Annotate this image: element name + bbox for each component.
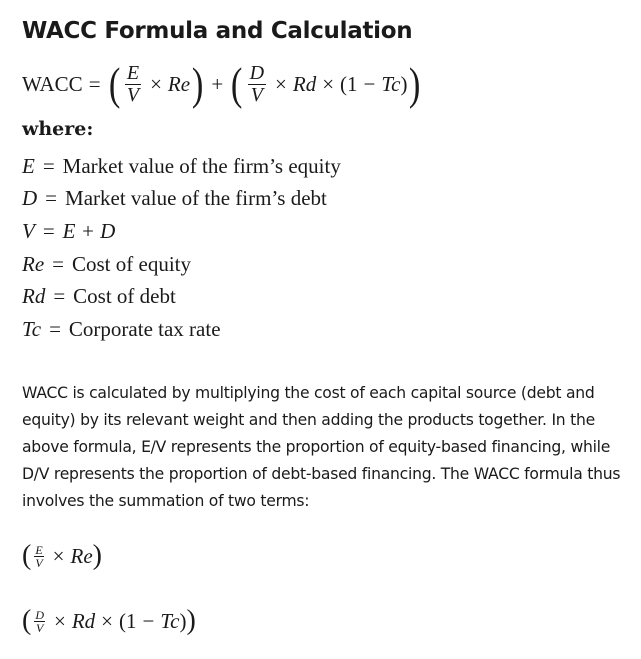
- cost-of-debt-symbol: Rd: [71, 608, 96, 633]
- definition-text: Market value of the firm’s debt: [65, 186, 327, 211]
- right-paren: ): [191, 58, 204, 109]
- fraction-numerator: D: [249, 61, 265, 84]
- formula-equals: =: [88, 71, 101, 96]
- definition-symbol: Re: [22, 251, 45, 276]
- equity-weight-fraction: [34, 544, 43, 569]
- times-operator: ×: [54, 608, 66, 633]
- fraction-denominator: V: [126, 83, 140, 106]
- fraction-denominator: V: [35, 620, 44, 635]
- debt-weight-fraction: [34, 609, 45, 634]
- explanation-paragraph: WACC is calculated by multiplying the cost of each capital source (debt and equity) by its relevant weight and then adding the products together. In the above formula, E/V represents the proportion of equity-based financing, while D/V represents the proportion of debt-based financing. The WACC formula thus involves the summation of two terms:: [22, 384, 621, 510]
- tax-rate-symbol: Tc: [160, 608, 180, 633]
- cost-of-equity-symbol: Re: [70, 543, 93, 568]
- fraction-denominator: V: [35, 555, 43, 570]
- times-operator: ×: [150, 71, 162, 96]
- tax-rate-symbol: Tc: [381, 71, 401, 96]
- cost-of-debt-symbol: Rd: [292, 71, 317, 96]
- debt-term: ( $\frac{D}{V}$ × Rd × ( 1 − Tc ) ): [22, 605, 196, 636]
- right-paren: ): [409, 58, 421, 109]
- fraction-denominator: V: [250, 83, 263, 106]
- definition-equals: =: [42, 153, 55, 178]
- definition-row: [22, 280, 341, 313]
- minus-operator: −: [142, 608, 155, 633]
- equity-term: ( $\frac{E}{V}$ × Re ): [22, 540, 102, 571]
- where-label: where:: [22, 118, 94, 140]
- definition-symbol: Tc: [22, 316, 42, 341]
- left-paren: (: [231, 58, 243, 109]
- cost-of-equity-symbol: Re: [167, 71, 191, 96]
- minus-operator: −: [363, 71, 376, 96]
- definition-text: Corporate tax rate: [68, 316, 221, 341]
- definition-row: [22, 313, 341, 346]
- left-paren: (: [108, 58, 120, 109]
- one-constant: 1: [347, 71, 358, 96]
- page-title: WACC Formula and Calculation: [22, 18, 413, 44]
- definition-text: E + D: [62, 218, 116, 243]
- fraction-numerator: E: [35, 542, 43, 557]
- definition-row: [22, 150, 341, 183]
- formula-lhs: WACC: [22, 71, 83, 96]
- definition-text: Market value of the firm’s equity: [62, 153, 341, 178]
- definition-text: Cost of debt: [73, 284, 176, 309]
- times-operator: ×: [275, 71, 287, 96]
- definition-text: Cost of equity: [72, 251, 191, 276]
- times-operator: ×: [322, 71, 335, 96]
- definition-equals: =: [45, 186, 58, 211]
- one-constant: 1: [126, 608, 137, 633]
- debt-weight-fraction: [248, 63, 266, 106]
- plus-operator: +: [211, 71, 224, 96]
- definition-symbol: E: [22, 153, 35, 178]
- definition-equals: =: [53, 284, 66, 309]
- definition-row: [22, 248, 341, 281]
- definition-row: [22, 215, 341, 248]
- times-operator: ×: [52, 543, 65, 568]
- definition-equals: =: [42, 218, 55, 243]
- definition-equals: =: [52, 251, 64, 276]
- definition-symbol: V: [22, 218, 35, 243]
- times-operator: ×: [101, 608, 114, 633]
- definition-equals: =: [49, 316, 61, 341]
- fraction-numerator: E: [126, 61, 140, 84]
- definitions-list: [22, 150, 341, 346]
- wacc-formula: WACC = ( $\frac{E}{V}$ × Re ) + ( $\frac{D}{V}$ × Rd × ( 1 − Tc ) ): [22, 58, 421, 109]
- definition-symbol: Rd: [22, 284, 46, 309]
- definition-symbol: D: [22, 186, 38, 211]
- definition-row: [22, 183, 341, 216]
- equity-weight-fraction: [125, 63, 141, 106]
- fraction-numerator: D: [35, 607, 44, 622]
